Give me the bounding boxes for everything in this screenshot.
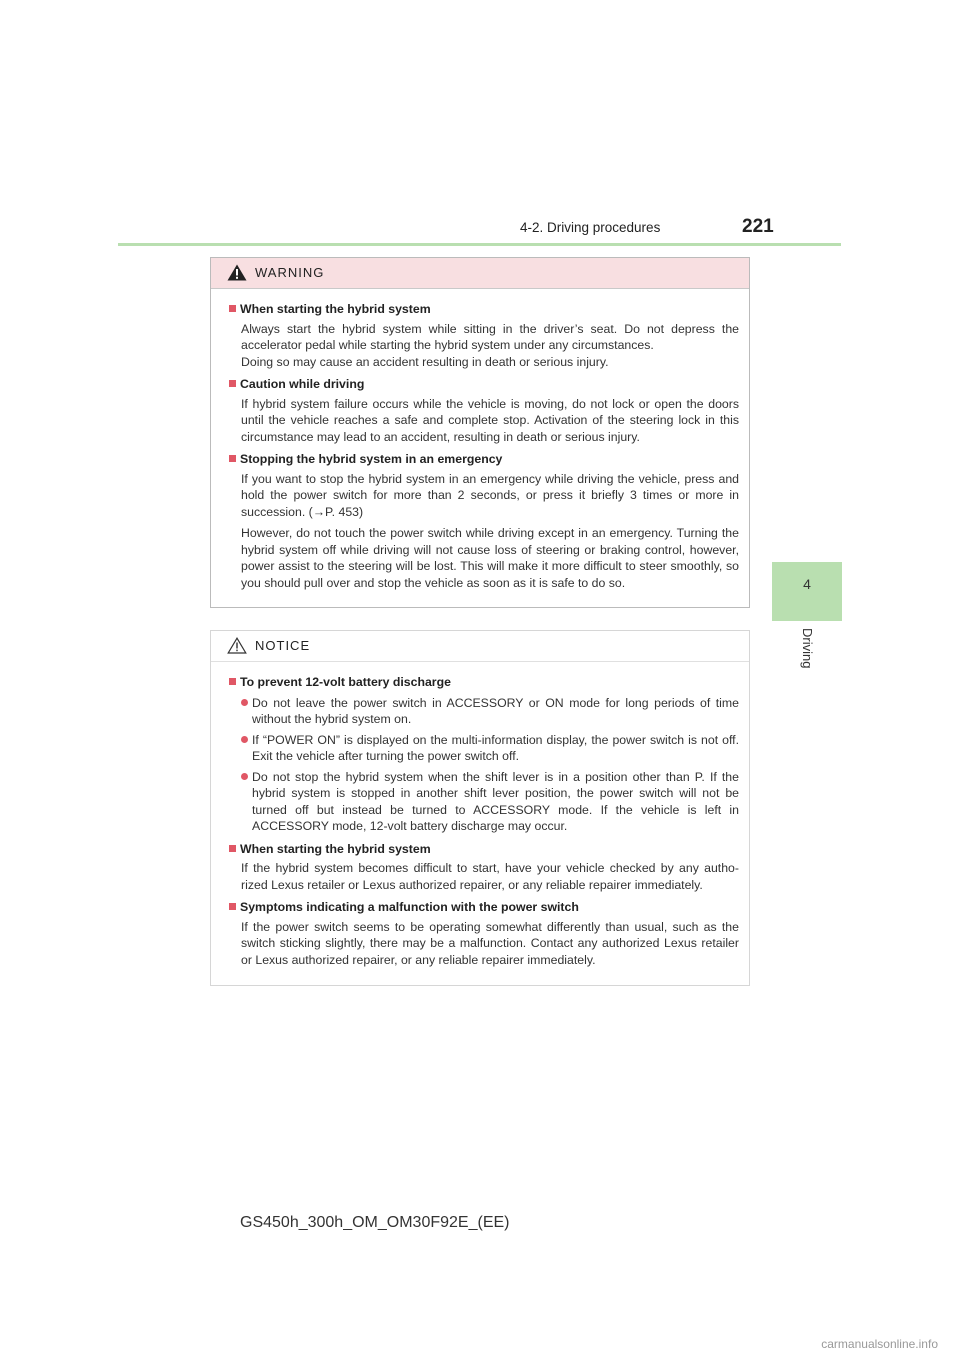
warning-heading [229,301,739,318]
notice-paragraph: If the power switch seems to be operating somewhat differently than usual, such as the switch sticking slightly, there may be a malfunction. Contact any authorized Lexus retailer or Lexus authorized repairer, or any reliable repairer immediately. [241,919,739,967]
chapter-tab [772,562,842,621]
square-bullet-icon [229,380,236,387]
notice-header [211,631,749,662]
notice-paragraph: If the hybrid system becomes difficult to start, have your vehicle checked by any autho- rized Lexus retailer or Lexus authorized repairer, or any reliable repairer immediately. [241,861,739,892]
notice-bullet [229,695,739,728]
bullet-text: Do not stop the hybrid system when the shift lever is in a position other than P. If the hybrid system is stopped in another shift lever position, the power switch will not be turned off but instead be turned to ACCESSORY mode. If the vehicle is left in ACCESSORY mode, 12-volt battery discharge may occur. [252,769,739,833]
chapter-label: Driving [800,628,815,669]
heading-text: To prevent 12-volt battery discharge [240,675,451,689]
heading-text: Stopping the hybrid system in an emergency [240,452,503,466]
document-code: GS450h_300h_OM_OM30F92E_(EE) [240,1214,510,1231]
square-bullet-icon [229,903,236,910]
round-bullet-icon [241,736,248,743]
chapter-number: 4 [803,576,811,592]
notice-bullet [229,769,739,835]
warning-paragraph: If hybrid system failure occurs while the vehicle is moving, do not lock or open the doors until the vehicle reaches a safe and complete stop. Activation of the steering lock in this circumstance may lead to an accident, resulting in death or serious injury. [241,396,739,444]
warning-body [211,289,749,591]
warning-paragraph: However, do not touch the power switch while driving except in an emergency. Turning the hybrid system off while driving will not cause loss of steering or braking control, however, power assist to the steering will be lost. This will make it more difficult to steer smoothly, so you should pull over and stop the vehicle as soon as it is safe to do so. [241,526,739,590]
warning-paragraph: Doing so may cause an accident resulting in death or serious injury. [241,354,609,369]
heading-text: When starting the hybrid system [240,841,431,856]
heading-text: Caution while driving [240,377,365,391]
notice-heading [229,841,739,858]
round-bullet-icon [241,773,248,780]
notice-heading [229,899,739,916]
warning-heading [229,376,739,393]
bullet-text: Do not leave the power switch in ACCESSORY or ON mode for long periods of time without the hybrid system on. [252,695,739,726]
warning-header [211,258,749,289]
square-bullet-icon [229,455,236,462]
warning-title: WARNING [255,265,325,280]
warning-paragraph: If you want to stop the hybrid system in an emergency while driving the vehicle, press and hold the power switch for more than 2 seconds, or press it briefly 3 times or more in succession. (→P. 453) [241,471,739,519]
header-divider [118,243,841,246]
warning-paragraph: Always start the hybrid system while sitting in the driver’s seat. Do not depress the accelerator pedal while starting the hybrid system under any circumstances. [241,321,739,352]
heading-text: Symptoms indicating a malfunction with the power switch [240,900,579,914]
watermark: carmanualsonline.info [821,1337,938,1351]
square-bullet-icon [229,305,236,312]
notice-bullet [229,732,739,765]
round-bullet-icon [241,699,248,706]
notice-title: NOTICE [255,638,311,653]
section-title: 4-2. Driving procedures [520,220,661,235]
caution-triangle-icon [227,637,247,654]
notice-box [210,630,750,986]
warning-heading [229,451,739,468]
bullet-text: If “POWER ON” is displayed on the multi-information display, the power switch is not off. Exit the vehicle after turning the power switch off. [252,732,739,763]
warning-triangle-icon [227,264,247,281]
page-number: 221 [742,216,774,237]
heading-text: When starting the hybrid system [240,302,431,316]
warning-box [210,257,750,608]
notice-heading [229,674,739,691]
square-bullet-icon [229,678,236,685]
square-bullet-icon [229,845,236,852]
notice-body [211,662,749,968]
